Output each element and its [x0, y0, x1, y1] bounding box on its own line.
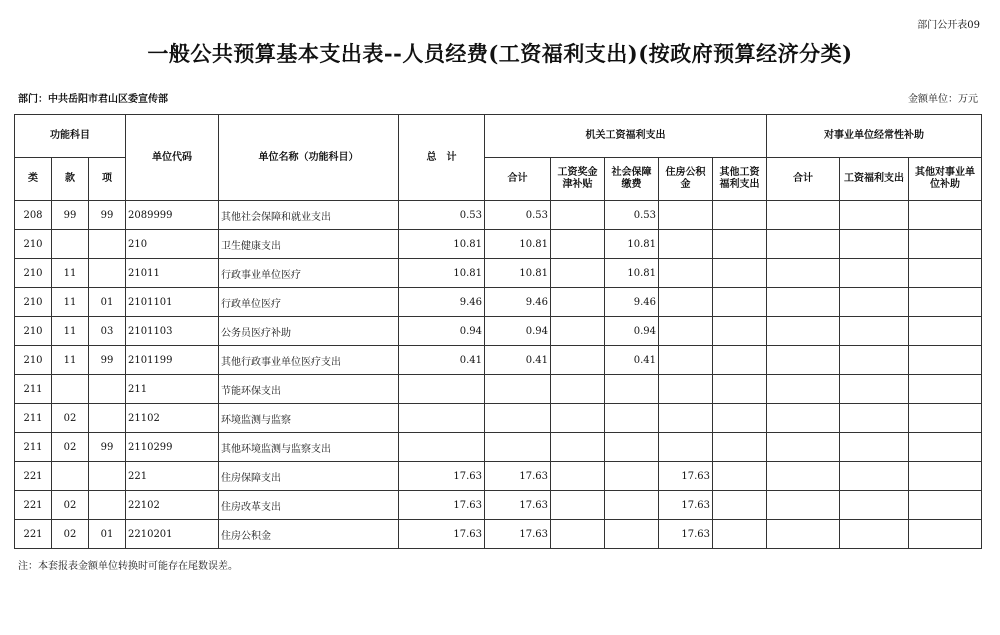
cell-lei: 221 — [15, 462, 52, 491]
header-lei: 类 — [15, 158, 52, 201]
cell-gov-salary — [551, 259, 605, 288]
page-title: 一般公共预算基本支出表--人员经费(工资福利支出)(按政府预算经济分类) — [147, 41, 853, 66]
cell-total: 0.41 — [399, 346, 485, 375]
cell-inst-salary — [840, 520, 909, 549]
cell-xiang — [89, 491, 126, 520]
header-inst-sum: 合计 — [767, 158, 840, 201]
cell-kuan: 11 — [52, 346, 89, 375]
cell-gov-other — [713, 317, 767, 346]
cell-inst-other — [909, 520, 982, 549]
cell-unit-name: 行政事业单位医疗 — [219, 259, 399, 288]
cell-gov-sum: 10.81 — [485, 259, 551, 288]
cell-gov-sum: 0.53 — [485, 201, 551, 230]
cell-unit-name: 行政单位医疗 — [219, 288, 399, 317]
cell-gov-salary — [551, 433, 605, 462]
cell-gov-housing — [659, 288, 713, 317]
cell-inst-sum — [767, 230, 840, 259]
cell-gov-housing — [659, 404, 713, 433]
cell-gov-housing — [659, 230, 713, 259]
cell-unit-name: 住房改革支出 — [219, 491, 399, 520]
cell-total: 10.81 — [399, 259, 485, 288]
cell-lei: 221 — [15, 520, 52, 549]
cell-total: 17.63 — [399, 520, 485, 549]
cell-inst-sum — [767, 520, 840, 549]
cell-lei: 208 — [15, 201, 52, 230]
header-inst-salary: 工资福利支出 — [840, 158, 909, 201]
cell-inst-sum — [767, 259, 840, 288]
cell-xiang: 99 — [89, 201, 126, 230]
cell-inst-sum — [767, 375, 840, 404]
header-inst-other: 其他对事业单位补助 — [909, 158, 982, 201]
cell-unit-code: 2210201 — [126, 520, 219, 549]
cell-inst-salary — [840, 201, 909, 230]
cell-gov-sum: 9.46 — [485, 288, 551, 317]
cell-gov-housing: 17.63 — [659, 520, 713, 549]
cell-xiang — [89, 462, 126, 491]
cell-gov-social: 10.81 — [605, 259, 659, 288]
cell-kuan: 11 — [52, 288, 89, 317]
header-gov-group: 机关工资福利支出 — [485, 115, 767, 158]
cell-inst-sum — [767, 491, 840, 520]
cell-total: 0.53 — [399, 201, 485, 230]
cell-unit-code: 2101101 — [126, 288, 219, 317]
header-xiang: 项 — [89, 158, 126, 201]
cell-kuan: 02 — [52, 404, 89, 433]
cell-xiang — [89, 375, 126, 404]
cell-xiang: 99 — [89, 346, 126, 375]
header-gov-social: 社会保障缴费 — [605, 158, 659, 201]
cell-lei: 211 — [15, 375, 52, 404]
cell-unit-code: 2101103 — [126, 317, 219, 346]
table-row — [15, 375, 982, 404]
cell-gov-other — [713, 404, 767, 433]
cell-inst-other — [909, 404, 982, 433]
cell-kuan — [52, 375, 89, 404]
cell-gov-other — [713, 491, 767, 520]
cell-gov-housing — [659, 346, 713, 375]
cell-kuan: 11 — [52, 259, 89, 288]
cell-inst-salary — [840, 288, 909, 317]
cell-gov-social: 0.94 — [605, 317, 659, 346]
cell-gov-sum: 0.41 — [485, 346, 551, 375]
cell-inst-salary — [840, 433, 909, 462]
table-row — [15, 259, 982, 288]
cell-kuan — [52, 230, 89, 259]
cell-total: 0.94 — [399, 317, 485, 346]
cell-unit-name: 其他环境监测与监察支出 — [219, 433, 399, 462]
cell-inst-sum — [767, 404, 840, 433]
cell-unit-name: 住房公积金 — [219, 520, 399, 549]
cell-gov-sum — [485, 433, 551, 462]
cell-kuan: 11 — [52, 317, 89, 346]
cell-inst-other — [909, 259, 982, 288]
cell-gov-sum: 10.81 — [485, 230, 551, 259]
footnote: 注：本套报表金额单位转换时可能存在尾数误差。 — [18, 561, 238, 572]
cell-inst-other — [909, 201, 982, 230]
cell-gov-social: 0.41 — [605, 346, 659, 375]
cell-gov-salary — [551, 230, 605, 259]
cell-gov-social — [605, 404, 659, 433]
cell-total: 17.63 — [399, 462, 485, 491]
cell-inst-salary — [840, 346, 909, 375]
cell-gov-salary — [551, 491, 605, 520]
cell-lei: 210 — [15, 230, 52, 259]
cell-unit-name: 卫生健康支出 — [219, 230, 399, 259]
cell-gov-other — [713, 375, 767, 404]
cell-gov-other — [713, 288, 767, 317]
cell-total — [399, 375, 485, 404]
cell-unit-code: 2089999 — [126, 201, 219, 230]
cell-gov-other — [713, 259, 767, 288]
amount-unit-label: 金额单位：万元 — [908, 94, 978, 105]
cell-gov-social: 9.46 — [605, 288, 659, 317]
cell-gov-other — [713, 462, 767, 491]
cell-lei: 210 — [15, 288, 52, 317]
cell-inst-salary — [840, 317, 909, 346]
cell-total: 17.63 — [399, 491, 485, 520]
cell-gov-social — [605, 520, 659, 549]
cell-xiang: 03 — [89, 317, 126, 346]
cell-gov-social — [605, 433, 659, 462]
cell-gov-housing: 17.63 — [659, 462, 713, 491]
cell-gov-housing — [659, 375, 713, 404]
header-gov-sum: 合计 — [485, 158, 551, 201]
cell-lei: 221 — [15, 491, 52, 520]
cell-unit-code: 21102 — [126, 404, 219, 433]
cell-inst-sum — [767, 317, 840, 346]
table-body — [15, 201, 982, 549]
cell-inst-salary — [840, 491, 909, 520]
cell-gov-salary — [551, 317, 605, 346]
cell-unit-code: 2101199 — [126, 346, 219, 375]
cell-xiang: 99 — [89, 433, 126, 462]
cell-inst-salary — [840, 462, 909, 491]
cell-kuan: 02 — [52, 433, 89, 462]
cell-gov-housing — [659, 433, 713, 462]
cell-kuan: 02 — [52, 491, 89, 520]
cell-gov-sum — [485, 375, 551, 404]
cell-gov-other — [713, 230, 767, 259]
table-row — [15, 317, 982, 346]
cell-gov-other — [713, 201, 767, 230]
cell-inst-salary — [840, 230, 909, 259]
table-row — [15, 462, 982, 491]
table-row — [15, 520, 982, 549]
header-gov-other: 其他工资福利支出 — [713, 158, 767, 201]
cell-inst-other — [909, 433, 982, 462]
table-row — [15, 491, 982, 520]
table-row — [15, 404, 982, 433]
cell-gov-housing — [659, 317, 713, 346]
cell-gov-salary — [551, 288, 605, 317]
cell-gov-social: 0.53 — [605, 201, 659, 230]
cell-total: 10.81 — [399, 230, 485, 259]
cell-unit-name: 公务员医疗补助 — [219, 317, 399, 346]
cell-inst-other — [909, 230, 982, 259]
header-row-group — [15, 115, 982, 158]
table-row — [15, 433, 982, 462]
cell-inst-sum — [767, 433, 840, 462]
header-gov-housing: 住房公积金 — [659, 158, 713, 201]
cell-gov-social — [605, 491, 659, 520]
cell-inst-other — [909, 288, 982, 317]
cell-kuan — [52, 462, 89, 491]
header-inst-group: 对事业单位经常性补助 — [767, 115, 982, 158]
cell-inst-sum — [767, 201, 840, 230]
cell-gov-social: 10.81 — [605, 230, 659, 259]
cell-inst-salary — [840, 259, 909, 288]
cell-kuan: 02 — [52, 520, 89, 549]
form-id: 部门公开表09 — [917, 20, 980, 31]
cell-lei: 211 — [15, 433, 52, 462]
cell-unit-name: 环境监测与监察 — [219, 404, 399, 433]
cell-xiang — [89, 259, 126, 288]
cell-gov-sum — [485, 404, 551, 433]
cell-gov-salary — [551, 201, 605, 230]
cell-gov-sum: 17.63 — [485, 491, 551, 520]
header-func-subject: 功能科目 — [15, 115, 126, 158]
cell-inst-sum — [767, 346, 840, 375]
cell-inst-other — [909, 317, 982, 346]
cell-inst-sum — [767, 462, 840, 491]
header-unit-code: 单位代码 — [126, 115, 219, 201]
cell-unit-code: 22102 — [126, 491, 219, 520]
table-row — [15, 346, 982, 375]
table-row — [15, 201, 982, 230]
cell-unit-name: 其他社会保障和就业支出 — [219, 201, 399, 230]
cell-unit-code: 211 — [126, 375, 219, 404]
cell-xiang — [89, 404, 126, 433]
cell-gov-sum: 17.63 — [485, 520, 551, 549]
cell-inst-other — [909, 491, 982, 520]
cell-xiang — [89, 230, 126, 259]
cell-unit-code: 2110299 — [126, 433, 219, 462]
cell-total — [399, 433, 485, 462]
cell-gov-salary — [551, 346, 605, 375]
cell-inst-other — [909, 375, 982, 404]
cell-xiang: 01 — [89, 288, 126, 317]
department-label: 部门：中共岳阳市君山区委宣传部 — [18, 94, 168, 105]
cell-unit-code: 221 — [126, 462, 219, 491]
header-total: 总 计 — [399, 115, 485, 201]
cell-inst-salary — [840, 404, 909, 433]
cell-lei: 210 — [15, 317, 52, 346]
cell-lei: 211 — [15, 404, 52, 433]
cell-unit-code: 210 — [126, 230, 219, 259]
cell-inst-other — [909, 346, 982, 375]
cell-gov-sum: 0.94 — [485, 317, 551, 346]
cell-lei: 210 — [15, 346, 52, 375]
cell-unit-name: 住房保障支出 — [219, 462, 399, 491]
header-kuan: 款 — [52, 158, 89, 201]
cell-unit-name: 其他行政事业单位医疗支出 — [219, 346, 399, 375]
cell-gov-other — [713, 520, 767, 549]
cell-gov-salary — [551, 375, 605, 404]
cell-gov-housing — [659, 201, 713, 230]
cell-total: 9.46 — [399, 288, 485, 317]
header-gov-salary: 工资奖金津补贴 — [551, 158, 605, 201]
cell-gov-housing — [659, 259, 713, 288]
table-row — [15, 230, 982, 259]
cell-total — [399, 404, 485, 433]
cell-kuan: 99 — [52, 201, 89, 230]
budget-table — [14, 114, 982, 549]
cell-unit-name: 节能环保支出 — [219, 375, 399, 404]
cell-gov-social — [605, 375, 659, 404]
cell-gov-housing: 17.63 — [659, 491, 713, 520]
cell-gov-other — [713, 433, 767, 462]
cell-inst-sum — [767, 288, 840, 317]
cell-inst-other — [909, 462, 982, 491]
cell-gov-sum: 17.63 — [485, 462, 551, 491]
cell-inst-salary — [840, 375, 909, 404]
cell-gov-social — [605, 462, 659, 491]
cell-gov-other — [713, 346, 767, 375]
cell-gov-salary — [551, 404, 605, 433]
cell-gov-salary — [551, 462, 605, 491]
table-row — [15, 288, 982, 317]
cell-unit-code: 21011 — [126, 259, 219, 288]
header-unit-name: 单位名称（功能科目） — [219, 115, 399, 201]
cell-lei: 210 — [15, 259, 52, 288]
cell-gov-salary — [551, 520, 605, 549]
cell-xiang: 01 — [89, 520, 126, 549]
